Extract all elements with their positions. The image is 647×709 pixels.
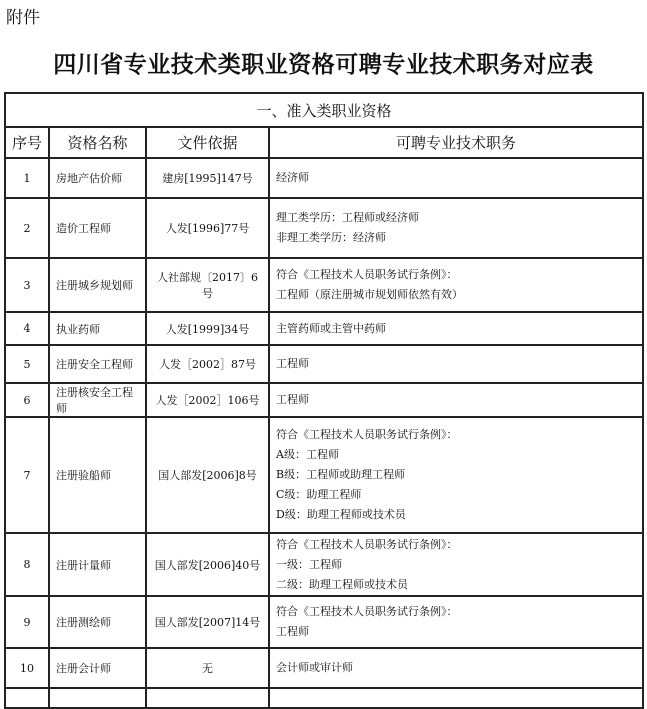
row-number: 3 bbox=[5, 258, 49, 312]
post-line: 一级：工程师 bbox=[276, 557, 342, 571]
row-number: 10 bbox=[5, 648, 49, 688]
eligible-posts bbox=[269, 417, 643, 533]
empty-cell bbox=[5, 688, 49, 708]
row-number: 5 bbox=[5, 345, 49, 383]
post-line: B级：工程师或助理工程师 bbox=[276, 468, 406, 481]
document-basis: 人发［2002］87号 bbox=[146, 345, 269, 383]
row-number: 1 bbox=[5, 158, 49, 198]
post-line: 理工类学历：工程师或经济师 bbox=[276, 211, 419, 224]
document-basis: 无 bbox=[146, 648, 269, 688]
row-number: 9 bbox=[5, 596, 49, 648]
post-line: 工程师 bbox=[276, 625, 309, 638]
document-basis: 国人部发[2006]8号 bbox=[146, 417, 269, 533]
post-line: 工程师 bbox=[276, 357, 309, 370]
qualification-name: 执业药师 bbox=[49, 312, 146, 345]
qualification-name: 注册城乡规划师 bbox=[49, 258, 146, 312]
header-row bbox=[5, 127, 643, 158]
qualification-name: 注册会计师 bbox=[49, 648, 146, 688]
post-line: 二级：助理工程师或技术员 bbox=[276, 577, 408, 591]
table-row bbox=[5, 312, 643, 345]
post-line: 主管药师或主管中药师 bbox=[276, 321, 386, 335]
row-number: 2 bbox=[5, 198, 49, 258]
post-line: 工程师 bbox=[276, 393, 309, 406]
qualification-name: 房地产估价师 bbox=[49, 158, 146, 198]
qualification-name: 注册安全工程师 bbox=[49, 345, 146, 383]
post-line: 符合《工程技术人员职务试行条例》： bbox=[276, 428, 458, 441]
document-basis: 国人部发[2007]14号 bbox=[146, 596, 269, 648]
post-line: 符合《工程技术人员职务试行条例》： bbox=[276, 268, 458, 281]
empty-cell bbox=[49, 688, 146, 708]
table-row bbox=[5, 258, 643, 312]
table-row bbox=[5, 158, 643, 198]
row-number: 8 bbox=[5, 533, 49, 596]
eligible-posts bbox=[269, 312, 643, 345]
header-no: 序号 bbox=[5, 127, 49, 158]
eligible-posts bbox=[269, 533, 643, 596]
post-line: 符合《工程技术人员职务试行条例》： bbox=[276, 537, 458, 551]
eligible-posts bbox=[269, 345, 643, 383]
eligible-posts bbox=[269, 596, 643, 648]
table-row bbox=[5, 198, 643, 258]
post-line: 工程师（原注册城市规划师依然有效） bbox=[276, 288, 463, 301]
section-title: 一、准入类职业资格 bbox=[5, 93, 643, 127]
empty-cell bbox=[269, 688, 643, 708]
eligible-posts bbox=[269, 383, 643, 417]
page-title: 四川省专业技术类职业资格可聘专业技术职务对应表 bbox=[53, 51, 594, 78]
document-basis: 人发[1996]77号 bbox=[146, 198, 269, 258]
row-number: 6 bbox=[5, 383, 49, 417]
table-row bbox=[5, 417, 643, 533]
attachment-label: 附件 bbox=[6, 8, 40, 28]
document-basis: 人发［2002］106号 bbox=[146, 383, 269, 417]
eligible-posts bbox=[269, 648, 643, 688]
post-line: D级：助理工程师或技术员 bbox=[276, 508, 406, 521]
document-basis: 建房[1995]147号 bbox=[146, 158, 269, 198]
eligible-posts bbox=[269, 158, 643, 198]
post-line: A级：工程师 bbox=[276, 448, 339, 461]
qualification-name: 注册计量师 bbox=[49, 533, 146, 596]
post-line: 会计师或审计师 bbox=[276, 661, 353, 674]
post-line: 符合《工程技术人员职务试行条例》： bbox=[276, 605, 458, 618]
eligible-posts bbox=[269, 198, 643, 258]
row-number: 4 bbox=[5, 312, 49, 345]
table-row bbox=[5, 688, 643, 708]
empty-cell bbox=[146, 688, 269, 708]
post-line: 非理工类学历：经济师 bbox=[276, 231, 386, 244]
section-row bbox=[5, 93, 643, 127]
table-row bbox=[5, 596, 643, 648]
table-row bbox=[5, 345, 643, 383]
document-basis: 国人部发[2006]40号 bbox=[146, 533, 269, 596]
table-row bbox=[5, 648, 643, 688]
header-name: 资格名称 bbox=[49, 127, 146, 158]
table-row bbox=[5, 533, 643, 596]
qualification-name: 注册测绘师 bbox=[49, 596, 146, 648]
document-basis: 人社部规〔2017〕6号 bbox=[146, 258, 269, 312]
table-row bbox=[5, 383, 643, 417]
qualification-name: 造价工程师 bbox=[49, 198, 146, 258]
header-basis: 文件依据 bbox=[146, 127, 269, 158]
row-number: 7 bbox=[5, 417, 49, 533]
post-line: C级：助理工程师 bbox=[276, 488, 362, 501]
header-posts: 可聘专业技术职务 bbox=[269, 127, 643, 158]
post-line: 经济师 bbox=[276, 171, 309, 184]
qualification-name: 注册验船师 bbox=[49, 417, 146, 533]
qualification-name: 注册核安全工程师 bbox=[49, 383, 146, 417]
document-basis: 人发[1999]34号 bbox=[146, 312, 269, 345]
qualification-table bbox=[4, 92, 644, 709]
eligible-posts bbox=[269, 258, 643, 312]
